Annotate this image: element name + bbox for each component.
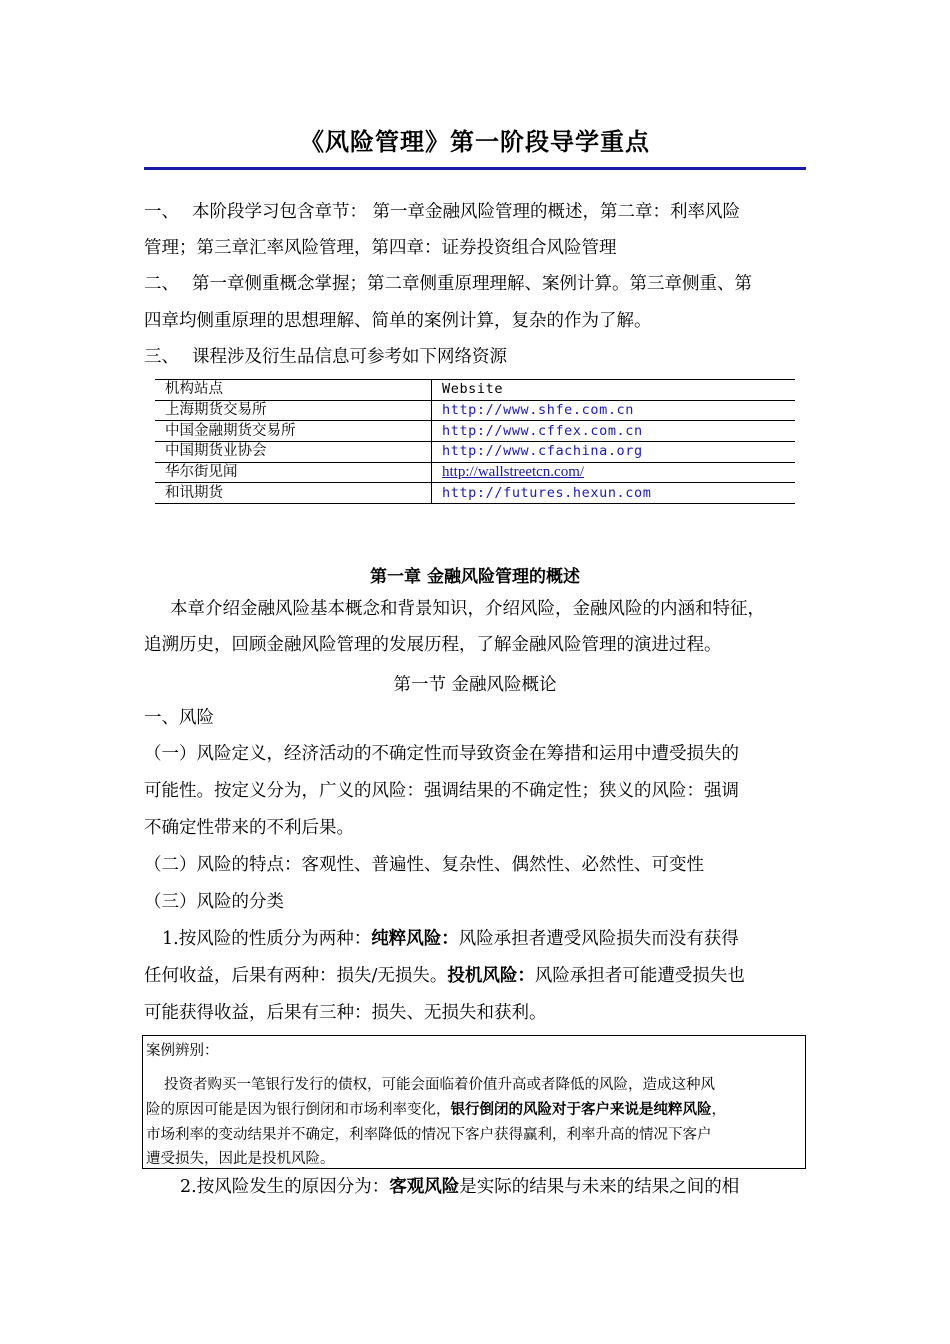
table-header-row — [155, 380, 795, 401]
title-underline — [144, 167, 806, 170]
site-link[interactable]: http://wallstreetcn.com/ — [442, 464, 585, 481]
classification-1-cont — [144, 965, 745, 987]
intro-item-2 — [144, 273, 752, 295]
site-link[interactable]: http://www.cffex.com.cn — [442, 422, 643, 439]
case-label: 案例辨别： — [146, 1043, 219, 1059]
table-row — [155, 462, 795, 483]
emphasis: 银行倒闭的风险对于客户来说是纯粹风险 — [450, 1101, 712, 1118]
case-text: 市场利率的变动结果并不确定，利率降低的情况下客户获得赢利，利率升高的情况下客户 — [146, 1127, 712, 1143]
classification-1 — [162, 928, 739, 950]
chapter-title: 第一章 金融风险管理的概述 — [370, 567, 580, 587]
item-number: 二、 — [144, 274, 179, 294]
intro-item-1 — [144, 201, 740, 223]
header-website: Website — [432, 380, 796, 401]
intro-item-1-cont: 管理；第三章汇率风险管理，第四章：证券投资组合风险管理 — [144, 238, 617, 258]
table-row — [155, 400, 795, 421]
text: 险的原因可能是因为银行倒闭和市场利率变化， — [146, 1102, 451, 1118]
text: ， — [711, 1102, 726, 1118]
term-objective-risk: 客观风险 — [389, 1177, 460, 1197]
section-title: 第一节 金融风险概论 — [393, 675, 557, 695]
item-text: 第一章侧重概念掌握；第二章侧重原理理解、案例计算。第三章侧重、第 — [192, 274, 752, 294]
risk-definition-cont: 可能性。按定义分为，广义的风险：强调结果的不确定性；狭义的风险：强调 — [144, 781, 739, 801]
text: 风险承担者可能遭受损失也 — [534, 966, 745, 986]
term-pure-risk: 纯粹风险： — [371, 929, 459, 949]
heading-risk: 一、风险 — [144, 708, 214, 728]
text: 2.按风险发生的原因分为： — [180, 1177, 390, 1197]
site-link[interactable]: http://www.cfachina.org — [442, 443, 643, 460]
intro-item-3 — [144, 346, 507, 368]
header-site: 机构站点 — [155, 380, 432, 401]
site-name: 和讯期货 — [155, 483, 432, 504]
text: 1.按风险的性质分为两种： — [162, 929, 372, 949]
case-text — [146, 1101, 726, 1119]
site-link[interactable]: http://futures.hexun.com — [442, 484, 652, 501]
site-link[interactable]: http://www.shfe.com.cn — [442, 402, 635, 419]
table-row — [155, 421, 795, 442]
table-row — [155, 483, 795, 504]
item-text: 课程涉及衍生品信息可参考如下网络资源 — [192, 347, 507, 367]
item-text: 本阶段学习包含章节： 第一章金融风险管理的概述，第二章：利率风险 — [192, 202, 741, 222]
text: 任何收益，后果有两种：损失/无损失。 — [144, 966, 448, 986]
site-name: 中国期货业协会 — [155, 442, 432, 463]
item-number: 三、 — [144, 347, 179, 367]
site-name: 华尔街见闻 — [155, 462, 432, 483]
chapter-intro-cont: 追溯历史，回顾金融风险管理的发展历程，了解金融风险管理的演进过程。 — [144, 635, 722, 655]
item-number: 一、 — [144, 202, 179, 222]
classification-1-cont: 可能获得收益，后果有三种：损失、无损失和获利。 — [144, 1003, 547, 1023]
term-speculative-risk: 投机风险： — [447, 966, 535, 986]
case-text: 投资者购买一笔银行发行的债权，可能会面临着价值升高或者降低的风险，造成这种风 — [164, 1077, 715, 1093]
resource-table — [155, 379, 795, 504]
text: 风险承担者遭受风险损失而没有获得 — [458, 929, 739, 949]
risk-definition-cont: 不确定性带来的不利后果。 — [144, 818, 354, 838]
site-name: 中国金融期货交易所 — [155, 421, 432, 442]
risk-classification: （三）风险的分类 — [144, 892, 284, 912]
classification-2 — [180, 1176, 739, 1198]
site-name: 上海期货交易所 — [155, 400, 432, 421]
table-row — [155, 442, 795, 463]
risk-features: （二）风险的特点：客观性、普遍性、复杂性、偶然性、必然性、可变性 — [144, 855, 704, 875]
text: 是实际的结果与未来的结果之间的相 — [459, 1177, 740, 1197]
document-title: 《风险管理》第一阶段导学重点 — [300, 127, 650, 156]
risk-definition: （一）风险定义，经济活动的不确定性而导致资金在筹措和运用中遭受损失的 — [144, 744, 739, 764]
chapter-intro: 本章介绍金融风险基本概念和背景知识，介绍风险，金融风险的内涵和特征， — [170, 599, 765, 619]
case-text: 遭受损失，因此是投机风险。 — [146, 1151, 335, 1167]
intro-item-2-cont: 四章均侧重原理的思想理解、简单的案例计算，复杂的作为了解。 — [144, 311, 652, 331]
